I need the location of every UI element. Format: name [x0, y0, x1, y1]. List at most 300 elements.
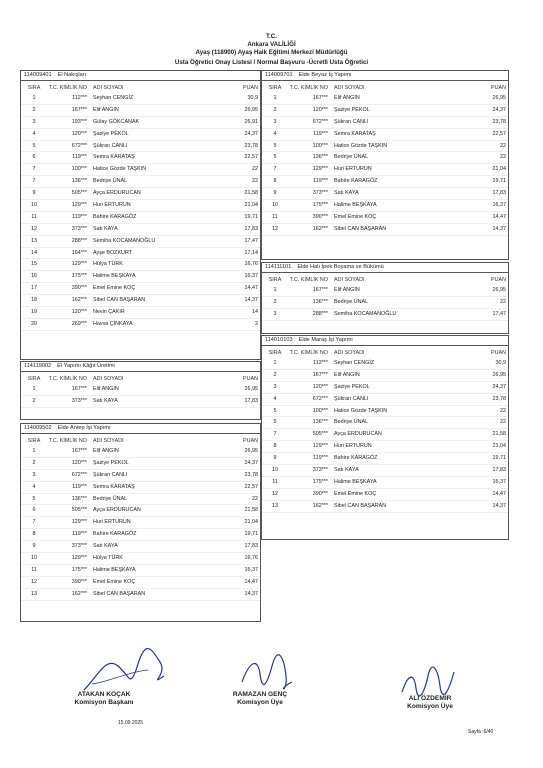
cell-tc-no: 136*** [312, 419, 328, 426]
cell-full-name: Hülya TÜRK [93, 261, 123, 268]
cell-full-name: Halime BEŞKAYA [334, 202, 377, 209]
signature-chair [44, 691, 164, 707]
cell-full-name: Gülay GÖKCANAK [93, 118, 140, 125]
table-code: 114009502 [24, 425, 52, 431]
cell-tc-no: 100*** [71, 166, 87, 173]
table-row [21, 271, 260, 283]
cell-rank: 2 [32, 459, 36, 466]
cell-score: 26,95 [492, 95, 506, 101]
cell-score: 14,37 [492, 225, 506, 232]
cell-full-name: Semra KARATAŞ [93, 154, 135, 161]
cell-full-name: Huri ERTURUN [93, 519, 131, 526]
cell-tc-no: 175*** [71, 273, 87, 280]
column-header-ad: ADI SOYADI [93, 376, 124, 382]
cell-full-name: Ayça ERDURUCAN [93, 190, 141, 197]
table-row [262, 297, 508, 309]
table-row [262, 477, 508, 489]
cell-tc-no: 162*** [312, 225, 328, 232]
cell-score: 14,47 [244, 285, 258, 292]
cell-score: 17,83 [244, 397, 258, 404]
cell-score: 17,14 [244, 249, 258, 256]
cell-tc-no: 129*** [71, 555, 87, 562]
cell-score: 14,47 [492, 213, 506, 220]
cell-full-name: Elif ANGIN [93, 448, 119, 454]
table-row [21, 446, 260, 458]
cell-full-name: Şaziye PEKOL [334, 106, 370, 113]
column-header-sira: SIRA [268, 85, 282, 91]
table-beyaz-is [261, 70, 509, 260]
cell-full-name: Hatice Gözde TAŞKIN [334, 407, 388, 414]
cell-score: 17,47 [492, 310, 506, 317]
table-row [21, 470, 260, 482]
table-row [21, 505, 260, 517]
table-row [262, 429, 508, 441]
cell-rank: 5 [273, 419, 277, 426]
table-row [262, 129, 508, 141]
cell-full-name: Ayça ERDURUCAN [93, 507, 141, 514]
cell-rank: 3 [32, 471, 36, 478]
column-header-puan: PUAN [243, 85, 258, 91]
cell-rank: 5 [32, 495, 36, 502]
column-header-sira: SIRA [268, 350, 282, 356]
cell-rank: 5 [273, 407, 277, 414]
cell-full-name: Hatice Gözde TAŞKIN [334, 142, 388, 149]
cell-tc-no: 672*** [312, 395, 328, 402]
cell-rank: 7 [32, 519, 36, 526]
table-row [21, 307, 260, 319]
signature-member-1 [200, 691, 320, 707]
cell-full-name: Huri ERTURUN [334, 443, 372, 450]
cell-full-name: Ayça ERDURUCAN [334, 431, 382, 438]
table-row [262, 370, 508, 382]
table-row [262, 358, 508, 370]
cell-rank: 5 [32, 142, 36, 149]
cell-full-name: Huri ERTURUN [93, 202, 131, 209]
document-date: 15.09.2025 [118, 720, 144, 726]
cell-score: 14,37 [244, 590, 258, 597]
cell-tc-no: 373*** [312, 467, 328, 474]
cell-full-name: Bahire KARAGÖZ [93, 213, 137, 220]
cell-full-name: Havva ÇİNKAYA [93, 320, 133, 327]
cell-full-name: Halime BEŞKAYA [93, 273, 136, 280]
table-name: El Nakışları [57, 72, 87, 78]
cell-rank: 1 [32, 448, 36, 454]
cell-score: 21,04 [244, 202, 258, 209]
cell-rank: 4 [32, 483, 36, 490]
cell-tc-no: 164*** [71, 249, 87, 256]
cell-rank: 11 [31, 566, 37, 573]
table-hali-ipek [261, 262, 509, 334]
cell-tc-no: 672*** [312, 118, 328, 125]
cell-score: 14,47 [492, 490, 506, 497]
table-row [21, 494, 260, 506]
cell-rank: 12 [31, 578, 37, 585]
cell-full-name: Huri ERTURUN [334, 166, 372, 173]
cell-rank: 19 [31, 309, 37, 316]
cell-score: 14,37 [244, 297, 258, 304]
table-row [21, 141, 260, 153]
column-header-puan: PUAN [491, 277, 506, 283]
cell-rank: 16 [31, 273, 37, 280]
cell-tc-no: 373*** [71, 397, 87, 404]
cell-score: 14,37 [492, 502, 506, 509]
cell-score: 21,04 [492, 443, 506, 450]
cell-rank: 11 [272, 213, 278, 220]
table-row [262, 309, 508, 321]
table-row [21, 482, 260, 494]
cell-tc-no: 373*** [71, 225, 87, 232]
cell-full-name: Semiha KOCAMANOĞLU [93, 237, 156, 244]
cell-tc-no: 167*** [71, 106, 87, 113]
cell-rank: 7 [273, 431, 277, 438]
cell-rank: 15 [31, 261, 37, 268]
cell-tc-no: 119*** [313, 455, 328, 462]
cell-rank: 2 [273, 298, 277, 305]
cell-score: 14,47 [244, 578, 258, 585]
cell-score: 16,37 [492, 478, 506, 485]
table-name: Elde Antep İşi Yapımı [57, 425, 111, 431]
cell-full-name: Elif ANGIN [334, 95, 360, 101]
table-row [21, 212, 260, 224]
cell-full-name: Semra KARATAŞ [334, 130, 376, 137]
cell-full-name: Emel Emine KOÇ [334, 490, 377, 497]
cell-full-name: Elif ANGIN [334, 371, 360, 378]
cell-score: 26,95 [244, 106, 258, 113]
cell-tc-no: 288*** [71, 237, 87, 244]
cell-score: 22,57 [492, 130, 506, 137]
cell-tc-no: 162*** [71, 590, 87, 597]
column-header-puan: PUAN [243, 438, 258, 444]
table-row [21, 117, 260, 129]
table-title [21, 362, 260, 372]
cell-score: 24,37 [492, 106, 506, 113]
column-headers [262, 84, 508, 93]
table-code: 114111101 [265, 264, 292, 270]
table-row [21, 164, 260, 176]
cell-full-name: Ayşe BOZKURT [93, 249, 133, 256]
cell-rank: 6 [32, 154, 36, 161]
cell-tc-no: 112*** [313, 360, 328, 366]
cell-full-name: Satı KAYA [93, 397, 118, 404]
cell-full-name: Şaziye PEKOL [93, 459, 129, 466]
cell-rank: 2 [32, 397, 36, 404]
cell-rank: 13 [31, 590, 37, 597]
cell-rank: 2 [273, 106, 277, 113]
cell-tc-no: 136*** [71, 178, 87, 185]
table-row [262, 224, 508, 236]
table-name: Elde Maraş İşi Yapımı [298, 337, 353, 343]
column-header-puan: PUAN [491, 350, 506, 356]
cell-score: 19,71 [244, 531, 258, 538]
cell-score: 22 [500, 142, 506, 149]
cell-tc-no: 112*** [72, 95, 87, 101]
table-title [21, 424, 260, 434]
cell-full-name: Bedriye ÜNAL [93, 178, 128, 185]
cell-rank: 10 [272, 467, 278, 474]
cell-rank: 8 [32, 531, 36, 538]
cell-score: 26,95 [244, 448, 258, 454]
table-row [21, 176, 260, 188]
cell-tc-no: 129*** [312, 166, 328, 173]
cell-tc-no: 129*** [71, 202, 87, 209]
cell-rank: 3 [273, 310, 277, 317]
table-code: 114119002 [24, 363, 52, 369]
signature-member-2 [370, 695, 490, 711]
table-row [21, 384, 260, 396]
cell-rank: 5 [273, 154, 277, 161]
column-header-sira: SIRA [27, 85, 41, 91]
cell-tc-no: 373*** [71, 543, 87, 550]
cell-score: 24,37 [492, 383, 506, 390]
column-headers [21, 375, 260, 384]
cell-rank: 13 [272, 502, 278, 509]
table-row [262, 394, 508, 406]
cell-full-name: Emel Emine KOÇ [93, 578, 136, 585]
cell-full-name: Bahire KARAGÖZ [334, 178, 378, 185]
column-header-tc: T.C. KİMLİK NO [48, 438, 87, 444]
cell-full-name: Semra KARATAŞ [93, 483, 135, 490]
cell-full-name: Bedriye ÜNAL [334, 154, 369, 161]
cell-tc-no: 167*** [312, 371, 328, 378]
table-title [21, 71, 260, 81]
cell-rank: 9 [32, 543, 36, 550]
cell-full-name: Seyhan CENGİZ [334, 360, 375, 366]
cell-tc-no: 136*** [71, 495, 87, 502]
cell-score: 23,78 [244, 471, 258, 478]
cell-full-name: Satı KAYA [334, 190, 359, 197]
cell-score: 23,78 [492, 118, 506, 125]
cell-score: 2 [255, 320, 258, 327]
cell-tc-no: 119*** [313, 130, 328, 137]
column-header-puan: PUAN [243, 376, 258, 382]
signer-role: Komisyon Üye [407, 703, 453, 710]
cell-score: 16,37 [244, 273, 258, 280]
cell-full-name: Sibel CAN BAŞARAN [334, 502, 387, 509]
cell-tc-no: 129*** [312, 443, 328, 450]
cell-tc-no: 120*** [312, 106, 328, 113]
cell-tc-no: 505*** [312, 431, 328, 438]
table-row [262, 441, 508, 453]
cell-tc-no: 129*** [71, 261, 87, 268]
cell-rank: 8 [273, 443, 277, 450]
cell-tc-no: 119*** [72, 483, 87, 490]
cell-full-name: Bedriye ÜNAL [334, 298, 369, 305]
cell-tc-no: 119*** [313, 178, 328, 185]
cell-full-name: Elif ANGIN [334, 287, 360, 293]
table-row [262, 164, 508, 176]
cell-score: 16,76 [244, 555, 258, 562]
cell-rank: 7 [273, 166, 277, 173]
cell-score: 23,78 [492, 395, 506, 402]
column-header-puan: PUAN [491, 85, 506, 91]
cell-score: 24,37 [244, 459, 258, 466]
cell-score: 19,71 [492, 455, 506, 462]
table-row [21, 105, 260, 117]
table-row [262, 212, 508, 224]
cell-tc-no: 119*** [72, 154, 87, 161]
table-row [262, 465, 508, 477]
cell-score: 14 [252, 309, 258, 316]
table-row [21, 295, 260, 307]
table-row [262, 417, 508, 429]
cell-tc-no: 167*** [71, 448, 87, 454]
signature-scribble-2 [236, 652, 296, 694]
cell-rank: 1 [273, 95, 277, 101]
table-row [262, 501, 508, 513]
table-row [21, 283, 260, 295]
page-number: Sayfa :6/40 [468, 729, 494, 735]
cell-score: 19,71 [492, 178, 506, 185]
table-row [262, 285, 508, 297]
column-header-ad: ADI SOYADI [334, 350, 365, 356]
cell-tc-no: 390*** [312, 213, 328, 220]
cell-tc-no: 119*** [72, 531, 87, 538]
cell-score: 24,37 [244, 130, 258, 137]
cell-tc-no: 167*** [71, 386, 87, 392]
table-title [262, 263, 508, 273]
cell-rank: 1 [32, 95, 36, 101]
cell-score: 23,78 [244, 142, 258, 149]
cell-full-name: Sibel CAN BAŞARAN [334, 225, 387, 232]
table-row [21, 396, 260, 408]
column-header-ad: ADI SOYADI [334, 85, 365, 91]
table-row [262, 188, 508, 200]
cell-score: 17,83 [244, 225, 258, 232]
cell-rank: 10 [272, 202, 278, 209]
cell-score: 16,37 [492, 202, 506, 209]
table-row [21, 248, 260, 260]
cell-rank: 4 [273, 395, 277, 402]
cell-score: 22,57 [244, 483, 258, 490]
table-name: Elde Beyaz İş Yapımı [298, 72, 352, 78]
cell-rank: 14 [31, 249, 37, 256]
cell-rank: 12 [272, 225, 278, 232]
cell-score: 26,95 [492, 371, 506, 378]
cell-rank: 8 [273, 178, 277, 185]
cell-tc-no: 175*** [312, 478, 328, 485]
cell-tc-no: 119*** [72, 213, 87, 220]
table-row [262, 176, 508, 188]
column-header-ad: ADI SOYADI [334, 277, 365, 283]
table-row [262, 382, 508, 394]
signer-name: ATAKAN KOÇAK [77, 691, 131, 698]
column-header-sira: SIRA [27, 438, 41, 444]
cell-full-name: Bahire KARAGÖZ [334, 455, 378, 462]
cell-full-name: Halime BEŞKAYA [93, 566, 136, 573]
table-row [262, 141, 508, 153]
cell-full-name: Halime BEŞKAYA [334, 478, 377, 485]
cell-rank: 18 [31, 297, 37, 304]
column-header-tc: T.C. KİMLİK NO [289, 85, 328, 91]
cell-score: 22 [252, 166, 258, 173]
table-row [21, 541, 260, 553]
cell-rank: 2 [32, 106, 36, 113]
cell-tc-no: 193*** [71, 118, 87, 125]
table-row [21, 259, 260, 271]
cell-tc-no: 672*** [71, 142, 87, 149]
cell-rank: 20 [31, 320, 37, 327]
table-maras-isi [261, 335, 509, 540]
column-header-tc: T.C. KİMLİK NO [48, 376, 87, 382]
table-row [21, 129, 260, 141]
cell-rank: 9 [273, 455, 277, 462]
cell-full-name: Hülya TÜRK [93, 555, 123, 562]
cell-rank: 3 [273, 383, 277, 390]
cell-score: 21,04 [244, 519, 258, 526]
column-header-sira: SIRA [27, 376, 41, 382]
table-row [262, 117, 508, 129]
cell-tc-no: 175*** [71, 566, 87, 573]
table-row [21, 200, 260, 212]
cell-tc-no: 505*** [71, 507, 87, 514]
signer-name: ALİ ÖZDEMİR [408, 695, 452, 702]
cell-full-name: Nevin ÇAKIR [93, 309, 125, 316]
cell-rank: 7 [32, 178, 36, 185]
cell-rank: 4 [273, 130, 277, 137]
cell-score: 16,76 [244, 261, 258, 268]
cell-full-name: Bedriye ÜNAL [334, 419, 369, 426]
cell-tc-no: 120*** [71, 130, 87, 137]
cell-full-name: Şaziye PEKOL [93, 130, 129, 137]
cell-rank: 11 [272, 478, 278, 485]
cell-score: 16,37 [244, 566, 258, 573]
table-row [21, 517, 260, 529]
cell-rank: 9 [273, 190, 277, 197]
table-el-nakislari [20, 70, 261, 360]
cell-rank: 5 [273, 142, 277, 149]
cell-tc-no: 167*** [312, 287, 328, 293]
column-header-tc: T.C. KİMLİK NO [289, 277, 328, 283]
cell-score: 26,95 [244, 386, 258, 392]
cell-rank: 11 [31, 213, 37, 220]
table-row [21, 589, 260, 601]
cell-rank: 10 [31, 202, 37, 209]
table-row [21, 319, 260, 331]
cell-tc-no: 390*** [71, 578, 87, 585]
cell-full-name: Şükran CANLI [334, 118, 369, 125]
table-name: El Yapımı Kâğıt Üretimi [57, 363, 115, 369]
cell-score: 17,83 [244, 543, 258, 550]
cell-score: 22 [500, 298, 506, 305]
cell-score: 26,95 [492, 287, 506, 293]
cell-tc-no: 129*** [71, 519, 87, 526]
cell-full-name: Bedriye ÜNAL [93, 495, 128, 502]
cell-full-name: Emel Emine KOÇ [334, 213, 377, 220]
cell-tc-no: 390*** [71, 285, 87, 292]
table-row [262, 152, 508, 164]
table-row [21, 224, 260, 236]
table-row [21, 188, 260, 200]
header-list-title: Usta Öğretici Onay Listesi / Normal Başvuru -Ücretli Usta Öğretici [174, 59, 369, 66]
table-row [21, 458, 260, 470]
cell-rank: 13 [31, 237, 37, 244]
signer-name: RAMAZAN GENÇ [232, 691, 288, 698]
cell-tc-no: 672*** [71, 471, 87, 478]
cell-full-name: Şükran CANLI [334, 395, 369, 402]
column-headers [262, 276, 508, 285]
column-header-tc: T.C. KİMLİK NO [48, 85, 87, 91]
table-title [262, 71, 508, 81]
cell-rank: 3 [273, 118, 277, 125]
header-governorship: Ankara VALİLİĞİ [247, 41, 296, 48]
cell-tc-no: 136*** [312, 298, 328, 305]
table-row [262, 105, 508, 117]
cell-full-name: Emel Emine KOÇ [93, 285, 136, 292]
cell-score: 26,91 [244, 118, 258, 125]
cell-full-name: Elif ANGIN [93, 386, 119, 392]
cell-rank: 12 [31, 225, 37, 232]
cell-tc-no: 120*** [312, 383, 328, 390]
